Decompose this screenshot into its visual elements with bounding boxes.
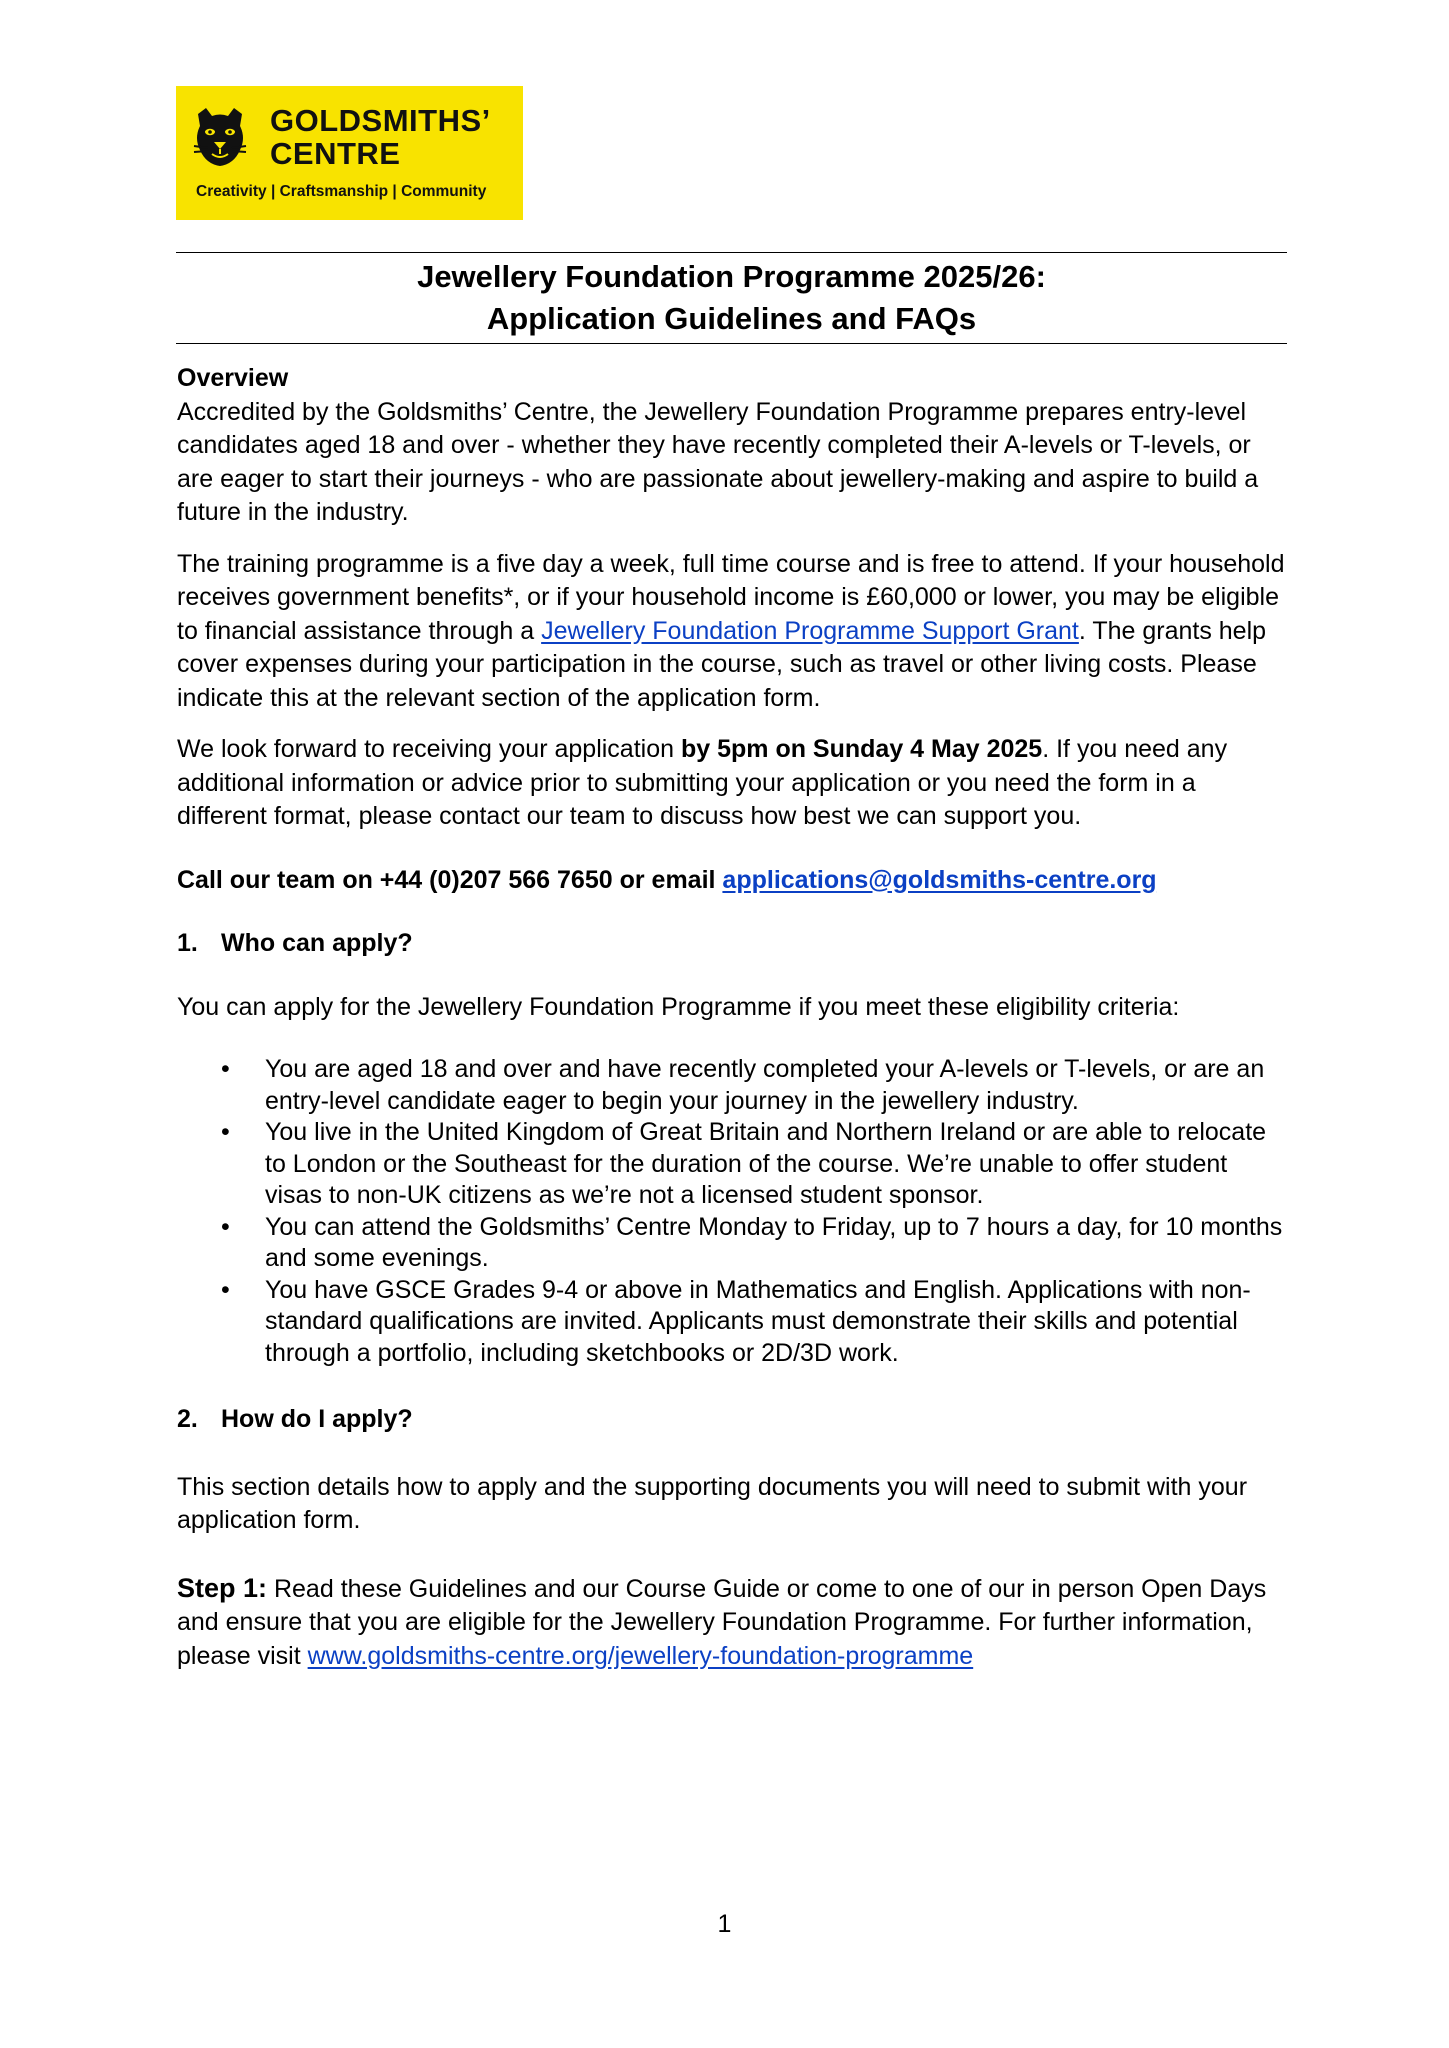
overview-paragraph-2 xyxy=(177,548,1287,716)
bullet-icon: • xyxy=(221,1055,230,1083)
document-title-line1: Jewellery Foundation Programme 2025/26: xyxy=(417,259,1046,294)
document-title-line2: Application Guidelines and FAQs xyxy=(486,301,977,336)
list-item-text: You live in the United Kingdom of Great Britain and Northern Ireland or are able to relocate to London or the Southeast for the duration of the course. We’re unable to offer student visas to non-UK citizens as we’re not a licensed student sponsor. xyxy=(265,1118,1267,1209)
step-1-text: Read these Guidelines and our Course Guide or come to one of our in person Open Days and ensure that you are eligible for the Jewellery Foundation Programme. For further information, please visit xyxy=(177,1574,1267,1670)
section-1-heading xyxy=(177,927,1287,961)
title-bottom-rule xyxy=(176,343,1287,344)
goldsmiths-centre-logo xyxy=(176,86,523,220)
list-item-text: You are aged 18 and over and have recently completed your A-levels or T-levels, or are an entry-level candidate eager to begin your journey in the jewellery industry. xyxy=(265,1055,1265,1115)
step-1-paragraph xyxy=(177,1572,1287,1674)
section-1-number: 1. xyxy=(177,929,198,957)
document-title xyxy=(176,256,1287,340)
document-body xyxy=(177,362,1287,1673)
overview-paragraph-2-text: The training programme is a five day a week, full time course and is free to attend. If your household receives government benefits*, or if your household income is £60,000 or lower, you may be eligible to financial assistance through a xyxy=(177,549,1285,645)
list-item xyxy=(177,1212,1287,1275)
section-1-title: Who can apply? xyxy=(221,929,413,957)
eligibility-criteria-list xyxy=(177,1054,1287,1369)
logo-wordmark xyxy=(270,104,491,170)
list-item xyxy=(177,1117,1287,1212)
bullet-icon: • xyxy=(221,1275,230,1304)
page-number: 1 xyxy=(717,1910,732,1938)
bullet-icon: • xyxy=(221,1118,230,1146)
overview-paragraph-2-text-end: . The grants help cover expenses during your participation in the course, such as travel or other living costs. Please indicate this at the relevant section of the application form. xyxy=(177,616,1267,712)
overview-paragraph-3 xyxy=(177,733,1287,834)
logo-wordmark-line1: GOLDSMITHS’ xyxy=(270,103,491,138)
application-deadline: by 5pm on Sunday 4 May 2025 xyxy=(680,735,1043,763)
programme-website-link[interactable]: www.goldsmiths-centre.org/jewellery-foundation-programme xyxy=(307,1641,974,1670)
section-2-number: 2. xyxy=(177,1405,198,1433)
applications-email-link[interactable]: applications@goldsmiths-centre.org xyxy=(722,865,1157,894)
overview-paragraph-3-text: We look forward to receiving your application xyxy=(177,735,681,763)
title-top-rule xyxy=(176,252,1287,253)
leopard-head-icon xyxy=(190,104,250,170)
list-item-text: You can attend the Goldsmiths’ Centre Monday to Friday, up to 7 hours a day, for 10 months and some evenings. xyxy=(265,1212,1283,1272)
list-item xyxy=(177,1054,1287,1117)
bullet-icon: • xyxy=(221,1212,230,1241)
support-grant-link[interactable]: Jewellery Foundation Programme Support Grant xyxy=(541,616,1079,645)
overview-heading: Overview xyxy=(177,364,289,392)
list-item-text: You have GSCE Grades 9-4 or above in Mathematics and English. Applications with non-standard qualifications are invited. Applicants must demonstrate their skills and potential through a portfolio, including sketchbooks or 2D/3D work. xyxy=(265,1275,1251,1367)
overview-paragraph-3-text-end: . If you need any additional information or advice prior to submitting your application or you need the form in a different format, please contact our team to discuss how best we can support you. xyxy=(177,735,1228,830)
step-1-label: Step 1: xyxy=(177,1572,268,1603)
contact-line xyxy=(177,864,1287,898)
section-2-intro: This section details how to apply and the supporting documents you will need to submit with your application form. xyxy=(177,1472,1248,1534)
section-2-heading xyxy=(177,1403,1287,1437)
list-item xyxy=(177,1275,1287,1370)
contact-text: Call our team on +44 (0)207 566 7650 or email xyxy=(177,865,723,894)
overview-paragraph-1: Accredited by the Goldsmiths’ Centre, the Jewellery Foundation Programme prepares entry-level candidates aged 18 and over - whether they have recently completed their A-levels or T-levels, or are eager to start their journeys - who are passionate about jewellery-making and aspire to build a future in the industry. xyxy=(177,397,1259,526)
logo-wordmark-line2: CENTRE xyxy=(270,136,401,171)
section-2-title: How do I apply? xyxy=(221,1405,413,1433)
section-1-intro: You can apply for the Jewellery Foundation Programme if you meet these eligibility criteria: xyxy=(177,992,1180,1021)
logo-tagline: Creativity | Craftsmanship | Community xyxy=(196,183,487,200)
